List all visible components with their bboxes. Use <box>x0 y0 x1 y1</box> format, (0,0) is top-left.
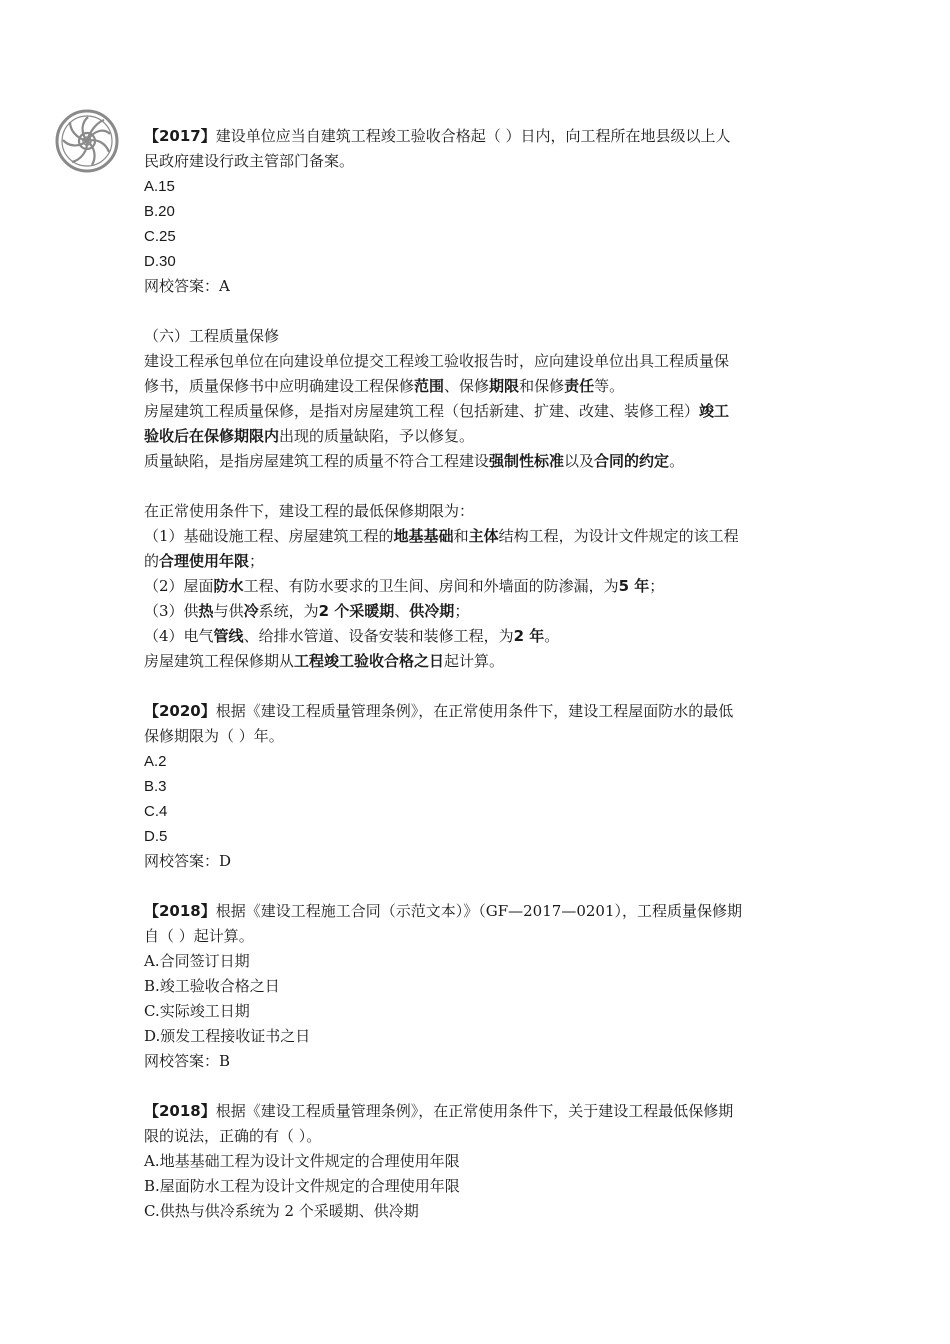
question-tag: 【2017】 <box>144 127 216 145</box>
question-stem: 【2017】建设单位应当自建筑工程竣工验收合格起（ ）日内，向工程所在地县级以上人 <box>144 127 731 145</box>
option-a: A.合同签订日期 <box>144 952 250 970</box>
option-d: D.30 <box>144 253 176 270</box>
section-minimum-periods <box>144 499 810 674</box>
question-stem: 【2018】根据《建设工程施工合同（示范文本）》（GF—2017—0201），工程质量保修期 <box>144 902 742 920</box>
option-b: B.屋面防水工程为设计文件规定的合理使用年限 <box>144 1177 460 1195</box>
paragraph-line: 在正常使用条件下，建设工程的最低保修期限为： <box>144 502 475 520</box>
list-item-cont: 的合理使用年限； <box>144 552 265 570</box>
question-stem-cont: 保修期限为（ ）年。 <box>144 727 284 745</box>
option-c: C.实际竣工日期 <box>144 1002 250 1020</box>
list-item: （1）基础设施工程、房屋建筑工程的地基基础和主体结构工程，为设计文件规定的该工程 <box>144 527 739 545</box>
question-stem-cont: 民政府建设行政主管部门备案。 <box>144 152 355 170</box>
section-heading: （六）工程质量保修 <box>144 327 280 345</box>
paragraph-line: 房屋建筑工程保修期从工程竣工验收合格之日起计算。 <box>144 652 505 670</box>
option-d: D.5 <box>144 828 168 845</box>
paragraph-line: 验收后在保修期限内出现的质量缺陷，予以修复。 <box>144 427 475 445</box>
question-2017 <box>144 124 810 299</box>
question-tag: 【2018】 <box>144 1102 216 1120</box>
option-b: B.20 <box>144 203 175 220</box>
paragraph-line: 质量缺陷，是指房屋建筑工程的质量不符合工程建设强制性标准以及合同的约定。 <box>144 452 685 470</box>
option-c: C.4 <box>144 803 168 820</box>
question-stem-cont: 自（ ）起计算。 <box>144 927 254 945</box>
option-b: B.竣工验收合格之日 <box>144 977 280 995</box>
question-tag: 【2020】 <box>144 702 216 720</box>
question-stem: 【2018】根据《建设工程质量管理条例》，在正常使用条件下，关于建设工程最低保修期 <box>144 1102 734 1120</box>
answer: 网校答案：A <box>144 277 230 295</box>
paragraph-line: 修书，质量保修书中应明确建设工程保修范围、保修期限和保修责任等。 <box>144 377 625 395</box>
document-body <box>144 124 810 1224</box>
question-2020 <box>144 699 810 874</box>
paragraph-line: 房屋建筑工程质量保修，是指对房屋建筑工程（包括新建、扩建、改建、装修工程）竣工 <box>144 402 730 420</box>
question-2018-regulation <box>144 1099 810 1224</box>
option-c: C.供热与供冷系统为 2 个采暖期、供冷期 <box>144 1202 419 1220</box>
paragraph-line: 建设工程承包单位在向建设单位提交工程竣工验收报告时，应向建设单位出具工程质量保 <box>144 352 730 370</box>
section-warranty <box>144 324 810 474</box>
option-a: A.15 <box>144 178 175 195</box>
option-a: A.2 <box>144 753 167 770</box>
option-c: C.25 <box>144 228 176 245</box>
option-b: B.3 <box>144 778 167 795</box>
list-item: （3）供热与供冷系统，为2 个采暖期、供冷期； <box>144 602 470 620</box>
option-d: D.颁发工程接收证书之日 <box>144 1027 311 1045</box>
question-stem-cont: 限的说法，正确的有（ ）。 <box>144 1127 322 1145</box>
answer: 网校答案：D <box>144 852 232 870</box>
question-stem: 【2020】根据《建设工程质量管理条例》，在正常使用条件下，建设工程屋面防水的最低 <box>144 702 734 720</box>
list-item: （4）电气管线、给排水管道、设备安装和装修工程，为2 年。 <box>144 627 560 645</box>
list-item: （2）屋面防水工程、有防水要求的卫生间、房间和外墙面的防渗漏，为5 年； <box>144 577 665 595</box>
question-2018-contract <box>144 899 810 1074</box>
swirl-seal-icon <box>54 108 120 174</box>
answer: 网校答案：B <box>144 1052 231 1070</box>
question-tag: 【2018】 <box>144 902 216 920</box>
option-a: A.地基基础工程为设计文件规定的合理使用年限 <box>144 1152 460 1170</box>
